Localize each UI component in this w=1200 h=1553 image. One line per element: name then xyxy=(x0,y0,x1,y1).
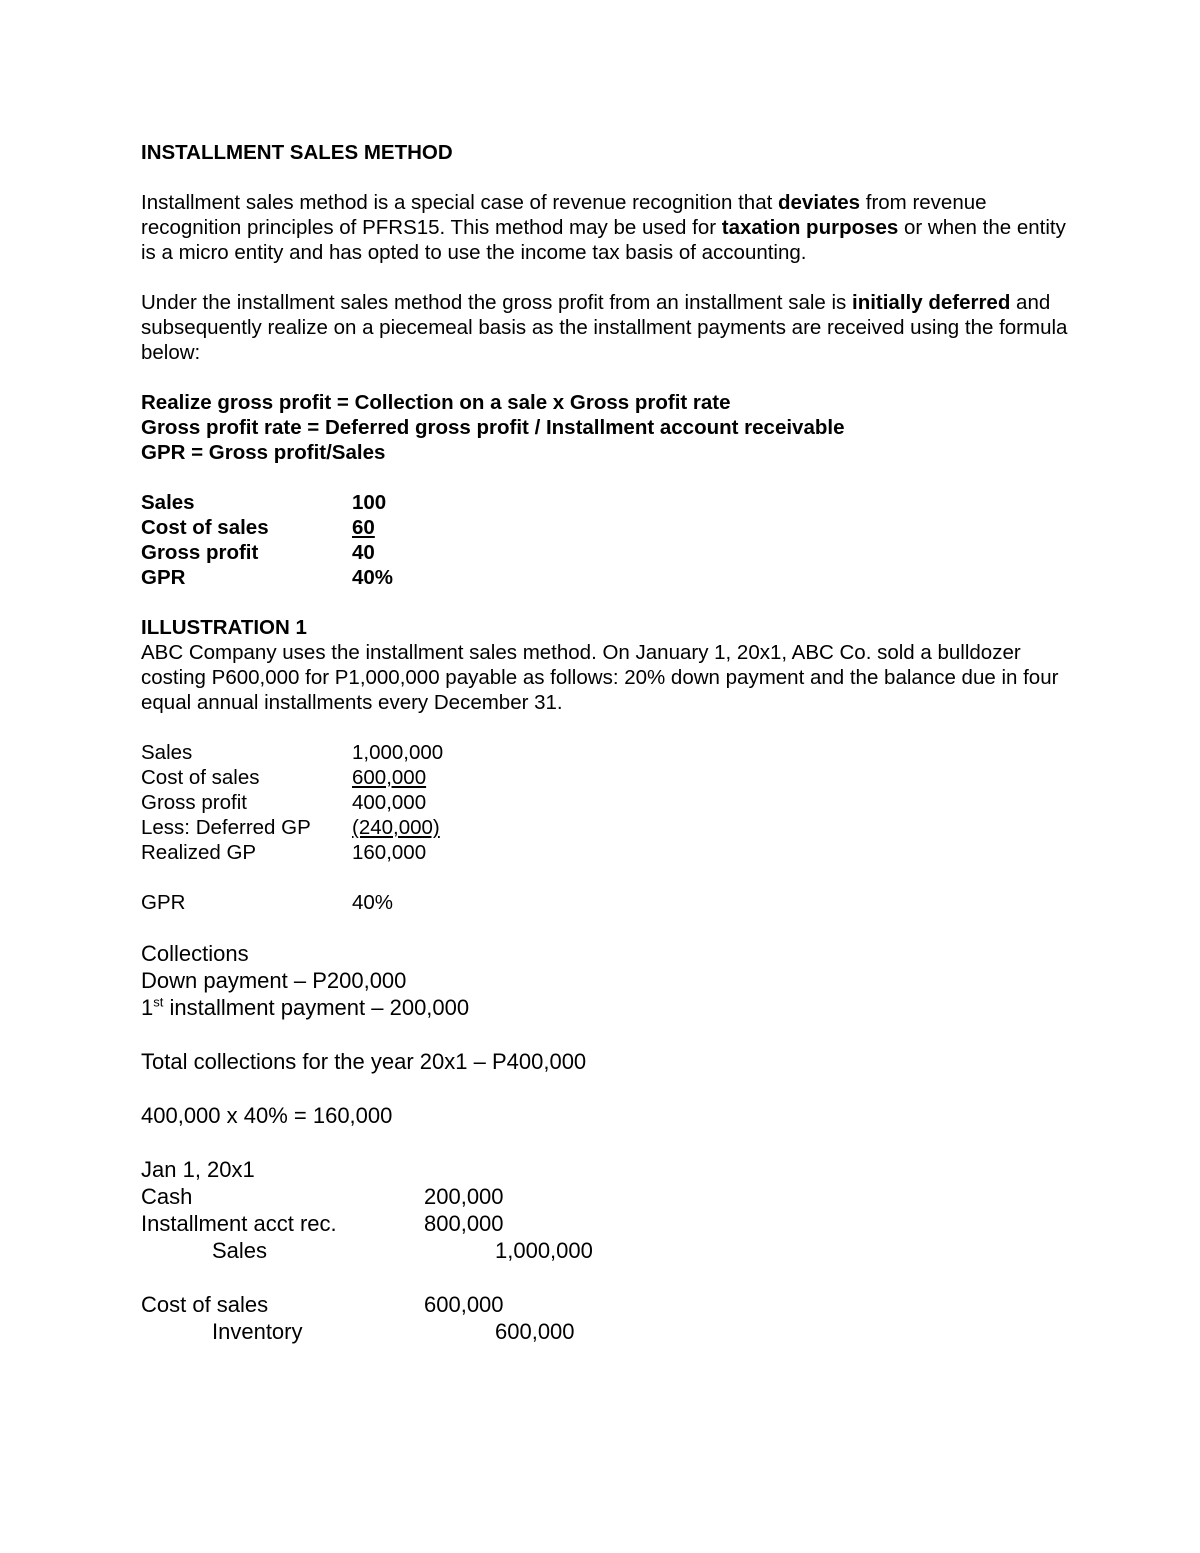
formula-line: GPR = Gross profit/Sales xyxy=(141,441,386,464)
computation-row: Realized GP 160,000 xyxy=(141,841,427,864)
illustration-heading: ILLUSTRATION 1 xyxy=(141,616,307,639)
gpr-row: GPR 40% xyxy=(141,891,394,914)
example-row: GPR 40% xyxy=(141,566,394,589)
formula-line: Realize gross profit = Collection on a sale x Gross profit rate xyxy=(141,391,731,414)
journal-line: Installment acct rec. 800,000 xyxy=(141,1211,504,1236)
journal-line: Sales 1,000,000 xyxy=(212,1238,593,1263)
collections-down-payment: Down payment – P200,000 xyxy=(141,968,407,993)
realized-gp-calc: 400,000 x 40% = 160,000 xyxy=(141,1103,393,1128)
example-row: Sales 100 xyxy=(141,491,387,514)
example-row: Gross profit 40 xyxy=(141,541,375,564)
computation-row: Sales 1,000,000 xyxy=(141,741,444,764)
collections-heading: Collections xyxy=(141,941,249,966)
example-row: Cost of sales 60 xyxy=(141,516,375,539)
illustration-text: ABC Company uses the installment sales method. On January 1, 20x1, ABC Co. sold a bulldozer costing P600,000 for P1,000,000 payable as follows: 20% down payment and the balance due in four equal annual installments every December 31. xyxy=(141,641,1059,714)
document-page xyxy=(141,140,1081,1345)
journal-line: Cash 200,000 xyxy=(141,1184,504,1209)
journal-date: Jan 1, 20x1 xyxy=(141,1157,255,1182)
computation-row: Less: Deferred GP (240,000) xyxy=(141,816,440,839)
computation-row: Cost of sales 600,000 xyxy=(141,766,427,789)
journal-line: Cost of sales 600,000 xyxy=(141,1292,504,1317)
journal-line: Inventory 600,000 xyxy=(212,1319,575,1344)
formula-line: Gross profit rate = Deferred gross profit / Installment account receivable xyxy=(141,416,845,439)
method-paragraph: Under the installment sales method the gross profit from an installment sale is initially deferred and subsequently realize on a piecemeal basis as the installment payments are received using the formula below: xyxy=(141,291,1068,364)
collections-first-installment: 1st installment payment – 200,000 xyxy=(141,994,470,1020)
computation-row: Gross profit 400,000 xyxy=(141,791,427,814)
document-title: INSTALLMENT SALES METHOD xyxy=(141,141,453,164)
total-collections: Total collections for the year 20x1 – P400,000 xyxy=(141,1049,587,1074)
intro-paragraph: Installment sales method is a special case of revenue recognition that deviates from revenue recognition principles of PFRS15. This method may be used for taxation purposes or when the entity is a micro entity and has opted to use the income tax basis of accounting. xyxy=(141,191,1066,264)
